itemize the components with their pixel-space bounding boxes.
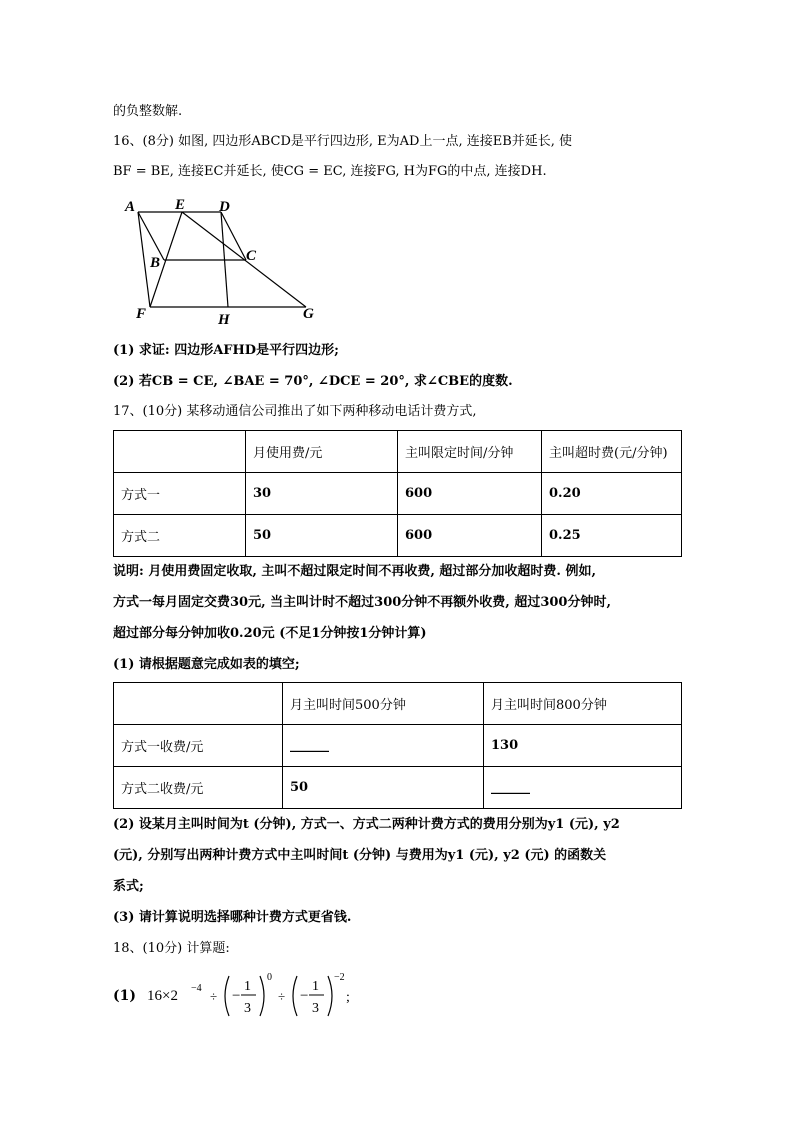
table-cell: 方式二收费/元 [114, 767, 283, 809]
expr-base: 16×2 [147, 988, 178, 1004]
q17-header: 17、(10分) 某移动通信公司推出了如下两种移动电话计费方式, [113, 404, 477, 419]
table-header-cell: 主叫限定时间/分钟 [398, 431, 542, 473]
label-b: B [150, 255, 161, 271]
semicolon: ; [346, 990, 350, 1005]
label-g: G [303, 306, 314, 322]
table-cell: 30 [246, 473, 398, 515]
expr-exponent: −4 [191, 983, 202, 994]
table-cell: 0.25 [542, 515, 682, 557]
exponent-neg2: −2 [334, 972, 345, 983]
q17-fee-table [113, 430, 682, 557]
q17-note1: 说明: 月使用费固定收取, 主叫不超过限定时间不再收费, 超过部分加收超时费. 例如, [113, 564, 597, 579]
table-row [114, 725, 682, 767]
table-cell: 130 [484, 725, 682, 767]
table-cell: 方式二 [114, 515, 246, 557]
divide-sign: ÷ [278, 989, 286, 1004]
frac-numerator: 1 [244, 979, 251, 994]
frac-numerator: 1 [312, 979, 319, 994]
table-row [114, 515, 682, 557]
q18-header: 18、(10分) 计算题: [113, 941, 230, 956]
table-row [114, 767, 682, 809]
q17-part2-line1: (2) 设某月主叫时间为t (分钟), 方式一、方式二两种计费方式的费用分别为y1 (元), y2 [113, 817, 620, 832]
minus-sign: − [300, 988, 309, 1004]
answer-blank[interactable]: ______ [283, 725, 484, 767]
frac-denominator: 3 [244, 1001, 251, 1016]
table-row [114, 431, 682, 473]
label-f: F [136, 306, 147, 322]
label-a: A [125, 199, 136, 215]
q16-line1: 16、(8分) 如图, 四边形ABCD是平行四边形, E为AD上一点, 连接EB并延长, 使 [113, 134, 573, 149]
parallelogram-figure [120, 194, 330, 330]
table-cell: 0.20 [542, 473, 682, 515]
table-cell: 600 [398, 473, 542, 515]
frac-denominator: 3 [312, 1001, 319, 1016]
q17-part2-line2: (元), 分别写出两种计费方式中主叫时间t (分钟) 与费用为y1 (元), y2 (元) 的函数关 [113, 848, 607, 863]
answer-blank[interactable]: ______ [484, 767, 682, 809]
q17-part3: (3) 请计算说明选择哪种计费方式更省钱. [113, 910, 352, 925]
table-row [114, 473, 682, 515]
table-header-cell: 月使用费/元 [246, 431, 398, 473]
q16-part2: (2) 若CB = CE, ∠BAE = 70°, ∠DCE = 20°, 求∠CBE的度数. [113, 374, 513, 389]
label-h: H [218, 312, 230, 328]
q17-part1: (1) 请根据题意完成如表的填空; [113, 657, 300, 672]
divide-sign: ÷ [210, 989, 218, 1004]
exponent-zero: 0 [267, 972, 272, 983]
q17-note3: 超过部分每分钟加收0.20元 (不足1分钟按1分钟计算) [113, 626, 427, 641]
minus-sign: − [232, 988, 241, 1004]
table-cell: 方式一 [114, 473, 246, 515]
table-cell: 50 [283, 767, 484, 809]
label-c: C [246, 248, 257, 264]
table-cell: 600 [398, 515, 542, 557]
table-header-cell: 月主叫时间800分钟 [484, 683, 682, 725]
q17-fill-table [113, 682, 682, 809]
q18-part1-expression [113, 970, 353, 1022]
intro-tail: 的负整数解. [113, 104, 183, 119]
table-row [114, 683, 682, 725]
q16-line2: BF = BE, 连接EC并延长, 使CG = EC, 连接FG, H为FG的中点, 连接DH. [113, 164, 547, 179]
q18-part1-label: (1) [113, 988, 136, 1004]
table-cell: 方式一收费/元 [114, 725, 283, 767]
label-d: D [219, 199, 230, 215]
label-e: E [175, 197, 186, 213]
table-header-cell: 月主叫时间500分钟 [283, 683, 484, 725]
table-header-cell: 主叫超时费(元/分钟) [542, 431, 682, 473]
q17-note2: 方式一每月固定交费30元, 当主叫计时不超过300分钟不再额外收费, 超过300分钟时, [113, 595, 611, 610]
table-header-cell [114, 431, 246, 473]
q16-part1: (1) 求证: 四边形AFHD是平行四边形; [113, 343, 339, 358]
q17-part2-line3: 系式; [113, 879, 144, 894]
table-cell: 50 [246, 515, 398, 557]
table-header-cell [114, 683, 283, 725]
